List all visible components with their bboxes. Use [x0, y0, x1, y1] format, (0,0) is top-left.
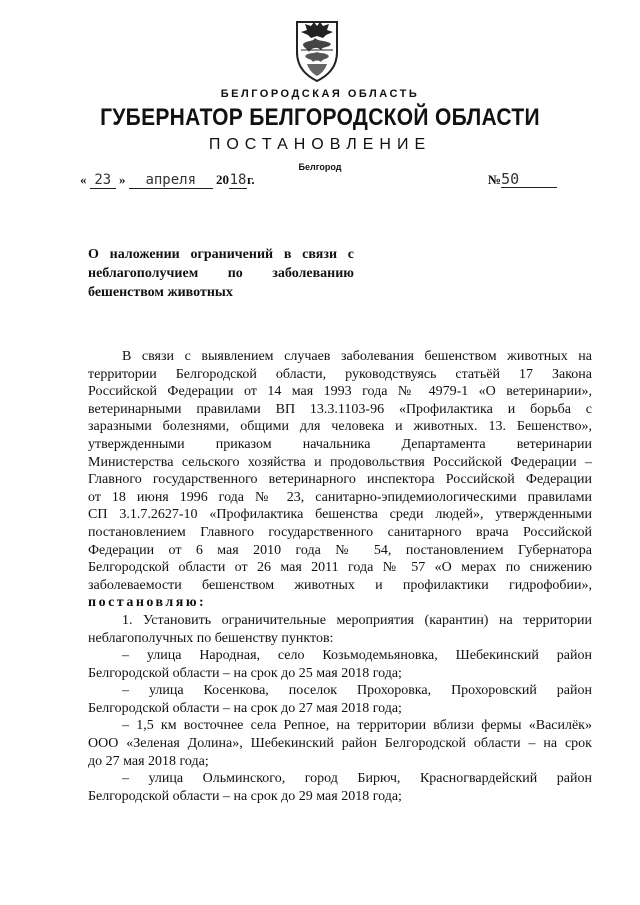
entry-line: – 1,5 км восточнее села Репное, на территории вблизи фермы «Василёк» [122, 718, 592, 734]
preamble-line: Белгородской области от 26 мая 2011 года № 57 «О мерах по снижению [88, 560, 592, 576]
entry-line: Белгородской области – на срок до 27 мая 2018 года; [88, 700, 402, 716]
entry-line: – улица Косенкова, поселок Прохоровка, Прохоровский район [122, 683, 592, 699]
preamble-line: территории Белгородской области, руководствуясь статьёй 17 Закона [88, 366, 592, 382]
preamble-line: Министерства сельского хозяйства и продовольствия Российской Федерации – [88, 454, 592, 470]
document-number [488, 172, 557, 188]
preamble-line: ветеринарными правилами ВП 13.3.1103-96 «Профилактика и борьба с [88, 401, 592, 417]
subject-line: неблагополучием по заболеванию [88, 266, 354, 281]
document-date [80, 172, 255, 189]
date-day: 23 [90, 173, 116, 189]
item-1-line: 1. Установить ограничительные мероприятия (карантин) на территории [122, 612, 592, 628]
preamble-line: утвержденными приказом начальника Департамента ветеринарии [88, 436, 592, 452]
subject-line: бешенством животных [88, 285, 233, 300]
date-close-quote: » [119, 172, 126, 187]
governor-title: ГУБЕРНАТОР БЕЛГОРОДСКОЙ ОБЛАСТИ [100, 104, 540, 131]
document-type: ПОСТАНОВЛЕНИЕ [208, 136, 432, 153]
item-1-line: неблагополучных по бешенству пунктов: [88, 630, 334, 646]
date-open-quote: « [80, 172, 87, 187]
document-body [88, 348, 592, 805]
number-value: 50 [501, 172, 557, 188]
preamble-line: СП 3.1.7.2627-10 «Профилактика бешенства среди людей», утвержденными [88, 507, 592, 523]
preamble-line: от 18 июня 1996 года № 23, санитарно-эпидемиологическими правилами [88, 489, 592, 505]
entry-line: Белгородской области – на срок до 29 мая 2018 года; [88, 788, 402, 804]
preamble-line: Российской Федерации от 14 мая 1993 года № 4979-1 «О ветеринарии», [88, 384, 592, 400]
date-month: апреля [129, 173, 213, 189]
date-year-label: г. [247, 172, 255, 187]
number-label: № [488, 172, 502, 187]
entry-line: – улица Народная, село Козьмодемьяновка, Шебекинский район [122, 648, 592, 664]
document-subject [88, 245, 354, 302]
resolve-word: постановляю: [88, 595, 207, 611]
entry-line: – улица Ольминского, город Бирюч, Красногвардейский район [122, 771, 592, 787]
entry-line: Белгородской области – на срок до 25 мая 2018 года; [88, 665, 402, 681]
subject-line: О наложении ограничений в связи с [88, 247, 354, 262]
preamble-line: заразными болезнями, общими для человека и животных. 13. Бешенство», [88, 419, 592, 435]
preamble-line: Главного государственного ветеринарного инспектора Российской Федерации [88, 472, 592, 488]
preamble-line: В связи с выявлением случаев заболевания бешенством животных на [122, 349, 592, 364]
date-year-suffix: 18 [229, 172, 247, 188]
belgorod-coat-of-arms-icon [293, 18, 341, 84]
preamble-line: Федерации от 6 мая 2010 года № 54, постановлением Губернатора [88, 542, 592, 558]
region-name: БЕЛГОРОДСКАЯ ОБЛАСТЬ [220, 88, 420, 100]
preamble-line: заболеваемости бешенством животных и профилактики гидрофобии», [88, 577, 592, 593]
entry-line: до 27 мая 2018 года; [88, 753, 209, 769]
entry-line: ООО «Зеленая Долина», Шебекинский район Белгородской области – на срок [88, 736, 592, 752]
city-name: Белгород [298, 162, 342, 172]
preamble-line: постановлением Главного государственного санитарного врача Российской [88, 524, 592, 540]
date-year-prefix: 20 [216, 172, 229, 187]
